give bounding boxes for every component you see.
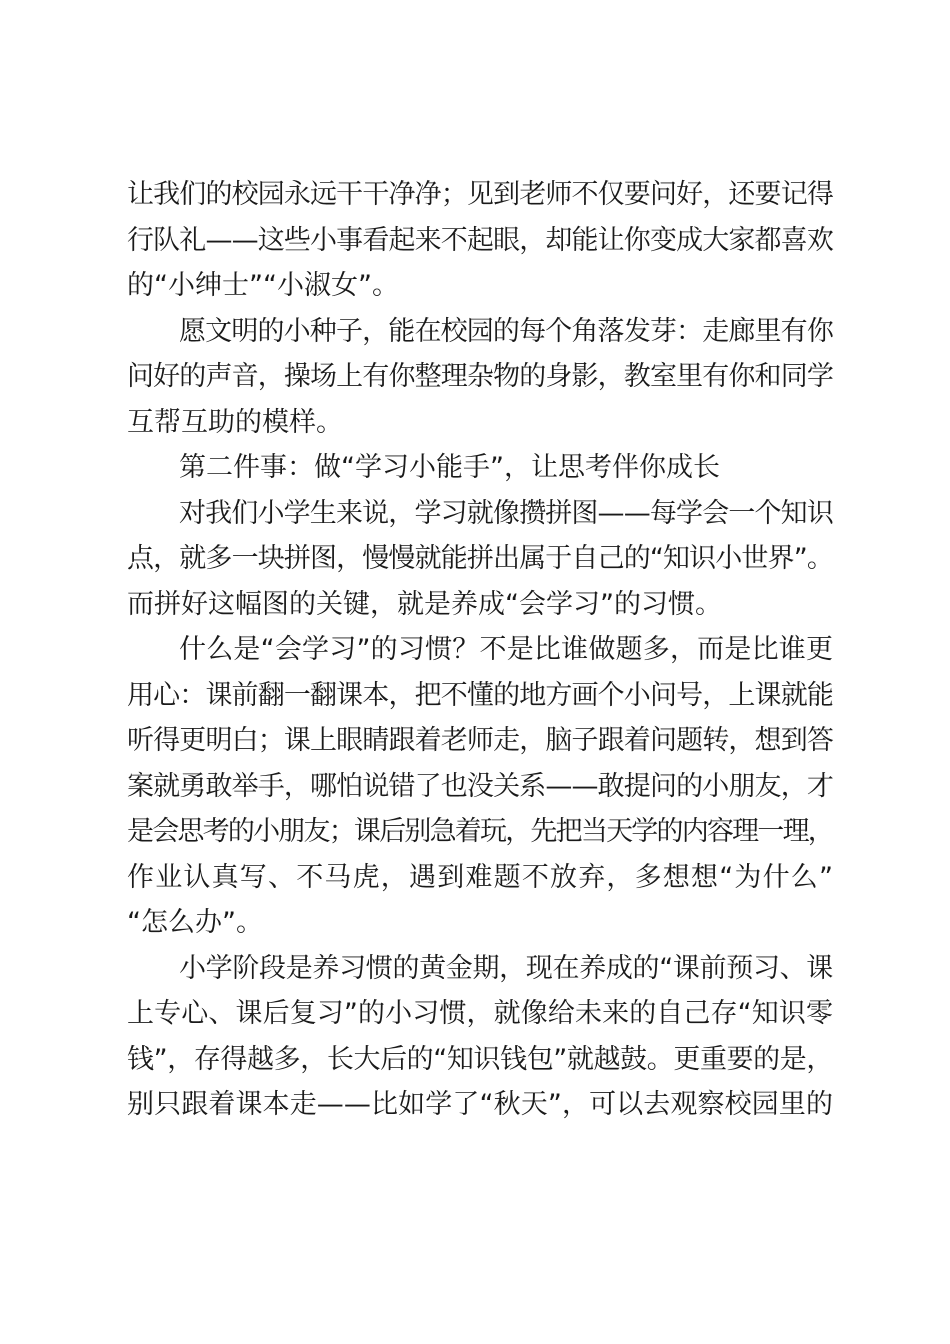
text-line: 让我们的校园永远干干净净；见到老师不仅要问好，还要记得 [127, 179, 833, 210]
text-line: 互帮互助的模样。 [127, 406, 343, 438]
text-line: 作业认真写、不马虎，遇到难题不放弃，多想想“为什么” [127, 861, 835, 893]
paragraph-first-line: 愿文明的小种子，能在校园的每个角落发芽：走廊里有你 [179, 315, 833, 347]
text-line: 而拼好这幅图的关键，就是养成“会学习”的习惯。 [127, 588, 722, 620]
text-line: 钱”，存得越多，长大后的“知识钱包”就越鼓。更重要的是， [127, 1043, 833, 1075]
text-line: 用心：课前翻一翻课本，把不懂的地方画个小问号，上课就能 [127, 679, 833, 711]
document-body [127, 172, 833, 1128]
paragraph-first-line: 小学阶段是养习惯的黄金期，现在养成的“课前预习、课 [179, 952, 833, 984]
text-line: 案就勇敢举手，哪怕说错了也没关系——敢提问的小朋友，才 [127, 770, 833, 802]
text-line: 听得更明白；课上眼睛跟着老师走，脑子跟着问题转，想到答 [127, 725, 833, 756]
text-line: 行队礼——这些小事看起来不起眼，却能让你变成大家都喜欢 [127, 224, 833, 256]
paragraph-first-line: 什么是“会学习”的习惯？不是比谁做题多，而是比谁更 [179, 634, 834, 665]
text-line: 点，就多一块拼图，慢慢就能拼出属于自己的“知识小世界”。 [127, 543, 833, 574]
text-line: 别只跟着课本走——比如学了“秋天”，可以去观察校园里的 [127, 1089, 834, 1120]
paragraph-first-line: 对我们小学生来说，学习就像攒拼图——每学会一个知识 [179, 497, 833, 529]
text-line: 的“小绅士”“小淑女”。 [127, 270, 399, 301]
section-heading: 第二件事：做“学习小能手”，让思考伴你成长 [179, 452, 720, 483]
text-line: 是会思考的小朋友；课后别急着玩，先把当天学的内容理一理， [127, 816, 833, 847]
text-line: “怎么办”。 [127, 907, 263, 938]
text-line: 上专心、课后复习”的小习惯，就像给未来的自己存“知识零 [127, 998, 834, 1029]
text-line: 问好的声音，操场上有你整理杂物的身影，教室里有你和同学 [127, 361, 833, 392]
